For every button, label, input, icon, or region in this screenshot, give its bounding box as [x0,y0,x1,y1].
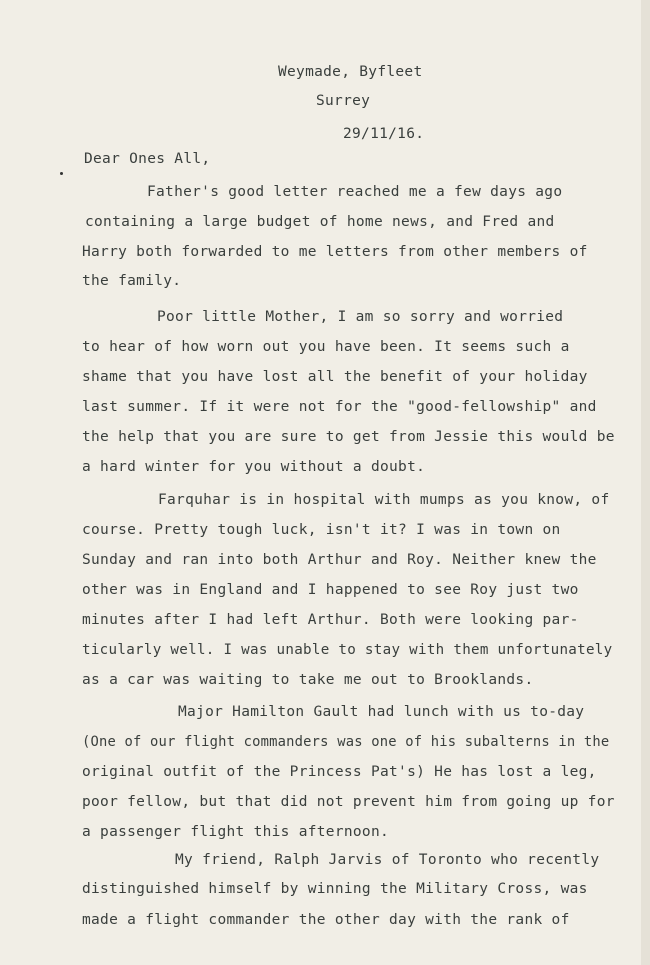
body-line: My friend, Ralph Jarvis of Toronto who recently [175,852,600,868]
address-line-1: Weymade, Byfleet [278,64,423,80]
body-line: course. Pretty tough luck, isn't it? I was in town on [82,522,561,538]
letter-date: 29/11/16. [343,126,425,142]
body-line: as a car was waiting to take me out to Brooklands. [82,672,534,688]
body-line: Poor little Mother, I am so sorry and worried [157,309,564,325]
body-line: the help that you are sure to get from Jessie this would be [82,429,615,445]
ink-mark [60,172,63,175]
body-line: ticularly well. I was unable to stay with them unfortunately [82,642,613,658]
page-edge [641,0,650,965]
body-line: containing a large budget of home news, and Fred and [85,214,555,230]
body-line: to hear of how worn out you have been. It seems such a [82,339,570,355]
body-line: minutes after I had left Arthur. Both were looking par- [82,612,579,628]
address-line-2: Surrey [316,93,371,109]
body-line: (One of our flight commanders was one of his subalterns in the [82,734,610,750]
body-line: shame that you have lost all the benefit of your holiday [82,369,588,385]
body-line: the family. [82,273,182,289]
body-line: distinguished himself by winning the Military Cross, was [82,881,588,897]
body-line: Sunday and ran into both Arthur and Roy. Neither knew the [82,552,597,568]
body-line: Father's good letter reached me a few days ago [147,184,563,200]
body-line: other was in England and I happened to see Roy just two [82,582,579,598]
body-line: original outfit of the Princess Pat's) He has lost a leg, [82,764,597,780]
body-line: Farquhar is in hospital with mumps as you know, of [158,492,610,508]
body-line: a hard winter for you without a doubt. [82,459,426,475]
body-line: made a flight commander the other day with the rank of [82,912,570,928]
body-line: poor fellow, but that did not prevent him from going up for [82,794,615,810]
body-line: Harry both forwarded to me letters from other members of [82,244,588,260]
salutation: Dear Ones All, [84,151,211,167]
body-line: a passenger flight this afternoon. [82,824,390,840]
body-line: Major Hamilton Gault had lunch with us to-day [178,704,585,720]
body-line: last summer. If it were not for the "good-fellowship" and [82,399,597,415]
